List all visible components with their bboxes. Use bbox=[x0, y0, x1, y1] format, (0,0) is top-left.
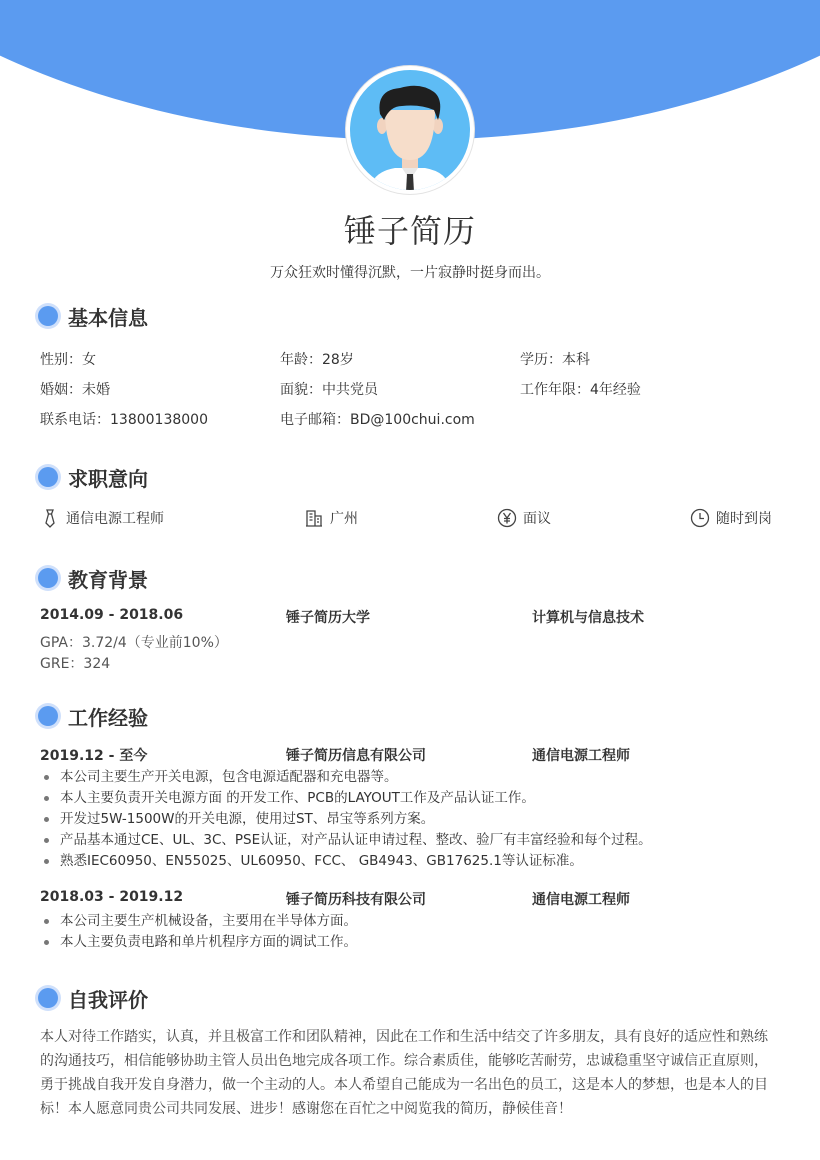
resume-motto: 万众狂欢时懂得沉默，一片寂静时挺身而出。 bbox=[270, 265, 550, 281]
intent-job bbox=[40, 508, 164, 528]
list-item: 熟悉IEC60950、EN55025、UL60950、FCC、 GB4943、GB17625.1等认证标准。 bbox=[40, 851, 652, 872]
intent-job-label: 通信电源工程师 bbox=[66, 511, 164, 527]
clock-icon bbox=[690, 508, 710, 528]
section-dot-icon bbox=[38, 988, 58, 1008]
building-icon bbox=[304, 508, 324, 528]
job1-period: 2019.12 - 至今 bbox=[40, 748, 148, 764]
job1-position: 通信电源工程师 bbox=[532, 748, 630, 764]
list-item: 本公司主要生产机械设备，主要用在半导体方面。 bbox=[40, 911, 357, 932]
section-dot-icon bbox=[38, 706, 58, 726]
basic-age: 年龄：28岁 bbox=[280, 352, 354, 368]
section-work-header bbox=[38, 702, 148, 730]
tie-icon bbox=[40, 508, 60, 528]
intent-city-label: 广州 bbox=[330, 511, 358, 527]
avatar bbox=[346, 66, 474, 194]
intent-availability-label: 随时到岗 bbox=[716, 511, 772, 527]
basic-politics: 面貌：中共党员 bbox=[280, 382, 378, 398]
list-item: 本人主要负责开关电源方面 的开发工作、PCB的LAYOUT工作及产品认证工作。 bbox=[40, 788, 652, 809]
section-dot-icon bbox=[38, 568, 58, 588]
list-item: 开发过5W-1500W的开关电源，使用过ST、昂宝等系列方案。 bbox=[40, 809, 652, 830]
section-basic-header bbox=[38, 302, 148, 330]
job2-duties-list bbox=[40, 911, 357, 953]
resume-name: 锤子简历 bbox=[343, 212, 476, 250]
basic-marriage: 婚姻：未婚 bbox=[40, 382, 110, 398]
section-title: 自我评价 bbox=[68, 987, 148, 1012]
list-item: 产品基本通过CE、UL、3C、PSE认证，对产品认证申请过程、整改、验厂有丰富经验和每个过程。 bbox=[40, 830, 652, 851]
section-education-header bbox=[38, 564, 148, 592]
intent-salary-label: 面议 bbox=[523, 511, 551, 527]
job2-period: 2018.03 - 2019.12 bbox=[40, 889, 184, 905]
yen-icon bbox=[497, 508, 517, 528]
self-eval-paragraph: 本人对待工作踏实，认真，并且极富工作和团队精神，因此在工作和生活中结交了许多朋友，具有良好的适应性和熟练的沟通技巧，相信能够协助主管人员出色地完成各项工作。综合素质佳，能够吃苦耐劳，忠诚稳重坚守诚信正直原则，勇于挑战自我开发自身潜力，做一个主动的人。本人希望自己能成为一名出色的员工，这是本人的梦想，也是本人的目标！本人愿意同贵公司共同发展、进步！感谢您在百忙之中阅览我的简历，静候佳音！ bbox=[40, 1029, 768, 1117]
basic-education: 学历：本科 bbox=[520, 352, 590, 368]
education-school: 锤子简历大学 bbox=[286, 610, 370, 626]
intent-salary bbox=[497, 508, 551, 528]
list-item: 本人主要负责电路和单片机程序方面的调试工作。 bbox=[40, 932, 357, 953]
basic-years: 工作年限：4年经验 bbox=[520, 382, 641, 398]
list-item: 本公司主要生产开关电源，包含电源适配器和充电器等。 bbox=[40, 767, 652, 788]
education-period: 2014.09 - 2018.06 bbox=[40, 607, 184, 623]
basic-gender: 性别：女 bbox=[40, 352, 96, 368]
job2-position: 通信电源工程师 bbox=[532, 892, 630, 908]
section-title: 教育背景 bbox=[68, 567, 148, 592]
job1-company: 锤子简历信息有限公司 bbox=[286, 748, 426, 764]
section-self-eval-header bbox=[38, 984, 148, 1012]
intent-availability bbox=[690, 508, 772, 528]
avatar-person-icon bbox=[350, 70, 470, 190]
job2-company: 锤子简历科技有限公司 bbox=[286, 892, 426, 908]
basic-email: 电子邮箱：BD@100chui.com bbox=[280, 412, 475, 428]
section-dot-icon bbox=[38, 306, 58, 326]
section-intent-header bbox=[38, 463, 148, 491]
section-title: 求职意向 bbox=[68, 466, 148, 491]
basic-phone: 联系电话：13800138000 bbox=[40, 412, 208, 428]
section-title: 工作经验 bbox=[68, 705, 148, 730]
education-gre: GRE：324 bbox=[40, 656, 111, 672]
intent-city bbox=[304, 508, 358, 528]
section-dot-icon bbox=[38, 467, 58, 487]
section-title: 基本信息 bbox=[68, 305, 148, 330]
job1-duties-list bbox=[40, 767, 652, 872]
education-major: 计算机与信息技术 bbox=[532, 610, 644, 626]
education-gpa: GPA：3.72/4（专业前10%） bbox=[40, 635, 228, 651]
